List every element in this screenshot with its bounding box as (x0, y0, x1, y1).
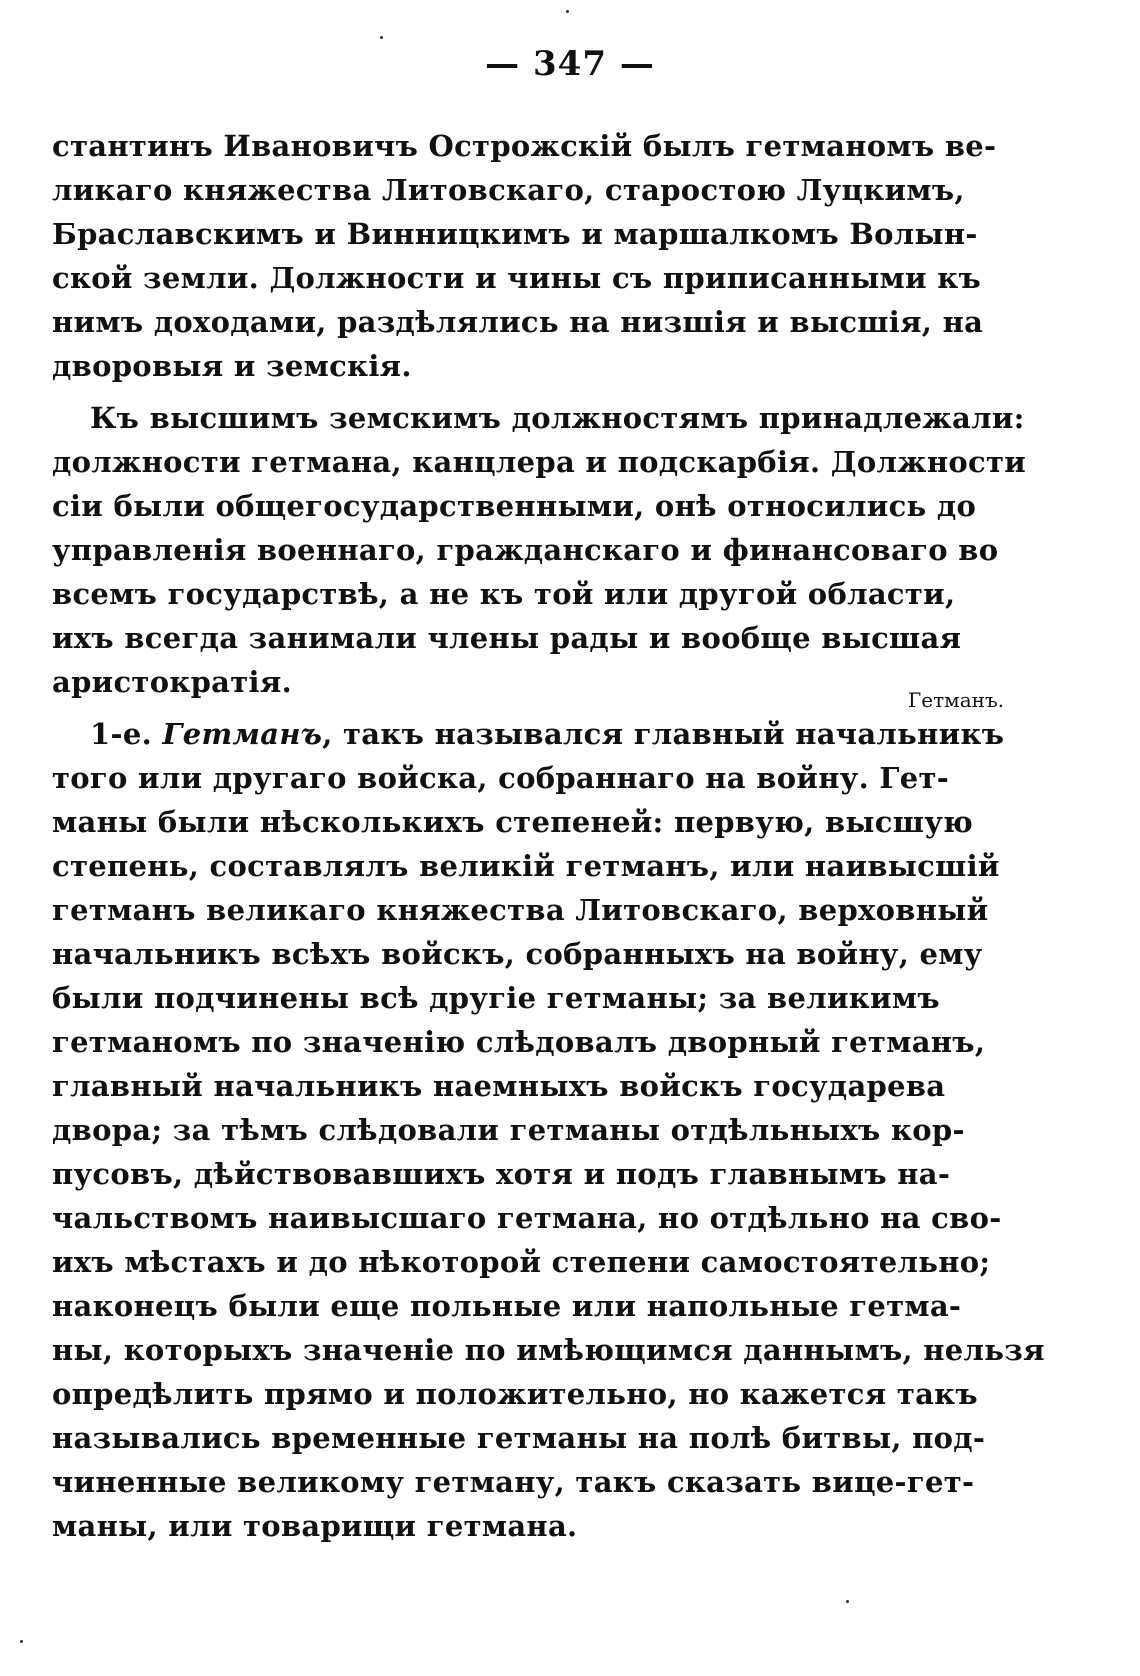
text-line: были подчинены всѣ другіе гетманы; за великимъ (52, 981, 940, 1015)
text-line: маны были нѣсколькихъ степеней: первую, высшую (52, 805, 974, 839)
body-text (52, 124, 1045, 1548)
text-line: управленія военнаго, гражданскаго и финансоваго во (52, 533, 999, 567)
text-line (52, 712, 1005, 756)
text-line: главный начальникъ наемныхъ войскъ государева (52, 1069, 946, 1103)
text-line: ихъ всегда занимали члены рады и вообще высшая (52, 621, 962, 655)
text-line: стантинъ Ивановичъ Острожскій былъ гетманомъ ве- (52, 129, 997, 163)
text-line: начальникъ всѣхъ войскъ, собранныхъ на войну, ему (52, 937, 983, 971)
text-line: назывались временные гетманы на полѣ битвы, под- (52, 1421, 986, 1455)
text-line: аристократія. (52, 665, 292, 699)
text-line: нимъ доходами, раздѣлялись на низшія и высшія, на (52, 305, 984, 339)
section-term: Гетманъ (162, 717, 323, 751)
paragraph-1 (52, 124, 997, 388)
text-line: сіи были общегосударственными, онѣ относились до (52, 489, 977, 523)
text-line: гетманъ великаго княжества Литовскаго, верховный (52, 893, 989, 927)
text-line: гетманомъ по значенію слѣдовалъ дворный гетманъ, (52, 1025, 986, 1059)
scan-speck (566, 10, 569, 13)
text-line: ликаго княжества Литовскаго, старостою Луцкимъ, (52, 173, 965, 207)
text-line: дворовыя и земскія. (52, 349, 412, 383)
text-line: чиненные великому гетману, такъ сказать вице-гет- (52, 1465, 975, 1499)
text-line: степень, составлялъ великій гетманъ, или наивысшій (52, 849, 1000, 883)
text-line: чальствомъ наивысшаго гетмана, но отдѣльно на сво- (52, 1201, 1002, 1235)
paragraph-3 (52, 712, 1045, 1548)
text-line: того или другаго войска, собраннаго на войну. Гет- (52, 761, 950, 795)
section-first-line: , такъ назывался главный начальникъ (322, 717, 1005, 751)
text-line: всемъ государствѣ, а не къ той или другой области, (52, 577, 956, 611)
text-line: должности гетмана, канцлера и подскарбія. Должности (52, 445, 1027, 479)
text-line: двора; за тѣмъ слѣдовали гетманы отдѣльныхъ кор- (52, 1113, 965, 1147)
text-line: маны, или товарищи гетмана. (52, 1509, 578, 1543)
scan-speck (380, 36, 383, 39)
margin-note: Гетманъ. (908, 688, 1005, 712)
scan-speck (20, 1640, 23, 1643)
text-line: ской земли. Должности и чины съ приписанными къ (52, 261, 982, 295)
section-number: 1-е. (90, 717, 152, 751)
text-line: Къ высшимъ земскимъ должностямъ принадлежали: (90, 401, 1025, 435)
page-number: — 347 — (485, 44, 655, 84)
text-line: Браславскимъ и Винницкимъ и маршалкомъ Волын- (52, 217, 978, 251)
text-line: наконецъ были еще польные или напольные гетма- (52, 1289, 962, 1323)
text-line: ихъ мѣстахъ и до нѣкоторой степени самостоятельно; (52, 1245, 991, 1279)
text-line: ны, которыхъ значеніе по имѣющимся даннымъ, нельзя (52, 1333, 1045, 1367)
text-line: опредѣлить прямо и положительно, но кажется такъ (52, 1377, 978, 1411)
text-line: пусовъ, дѣйствовавшихъ хотя и подъ главнымъ на- (52, 1157, 951, 1191)
scan-speck (846, 1600, 849, 1603)
